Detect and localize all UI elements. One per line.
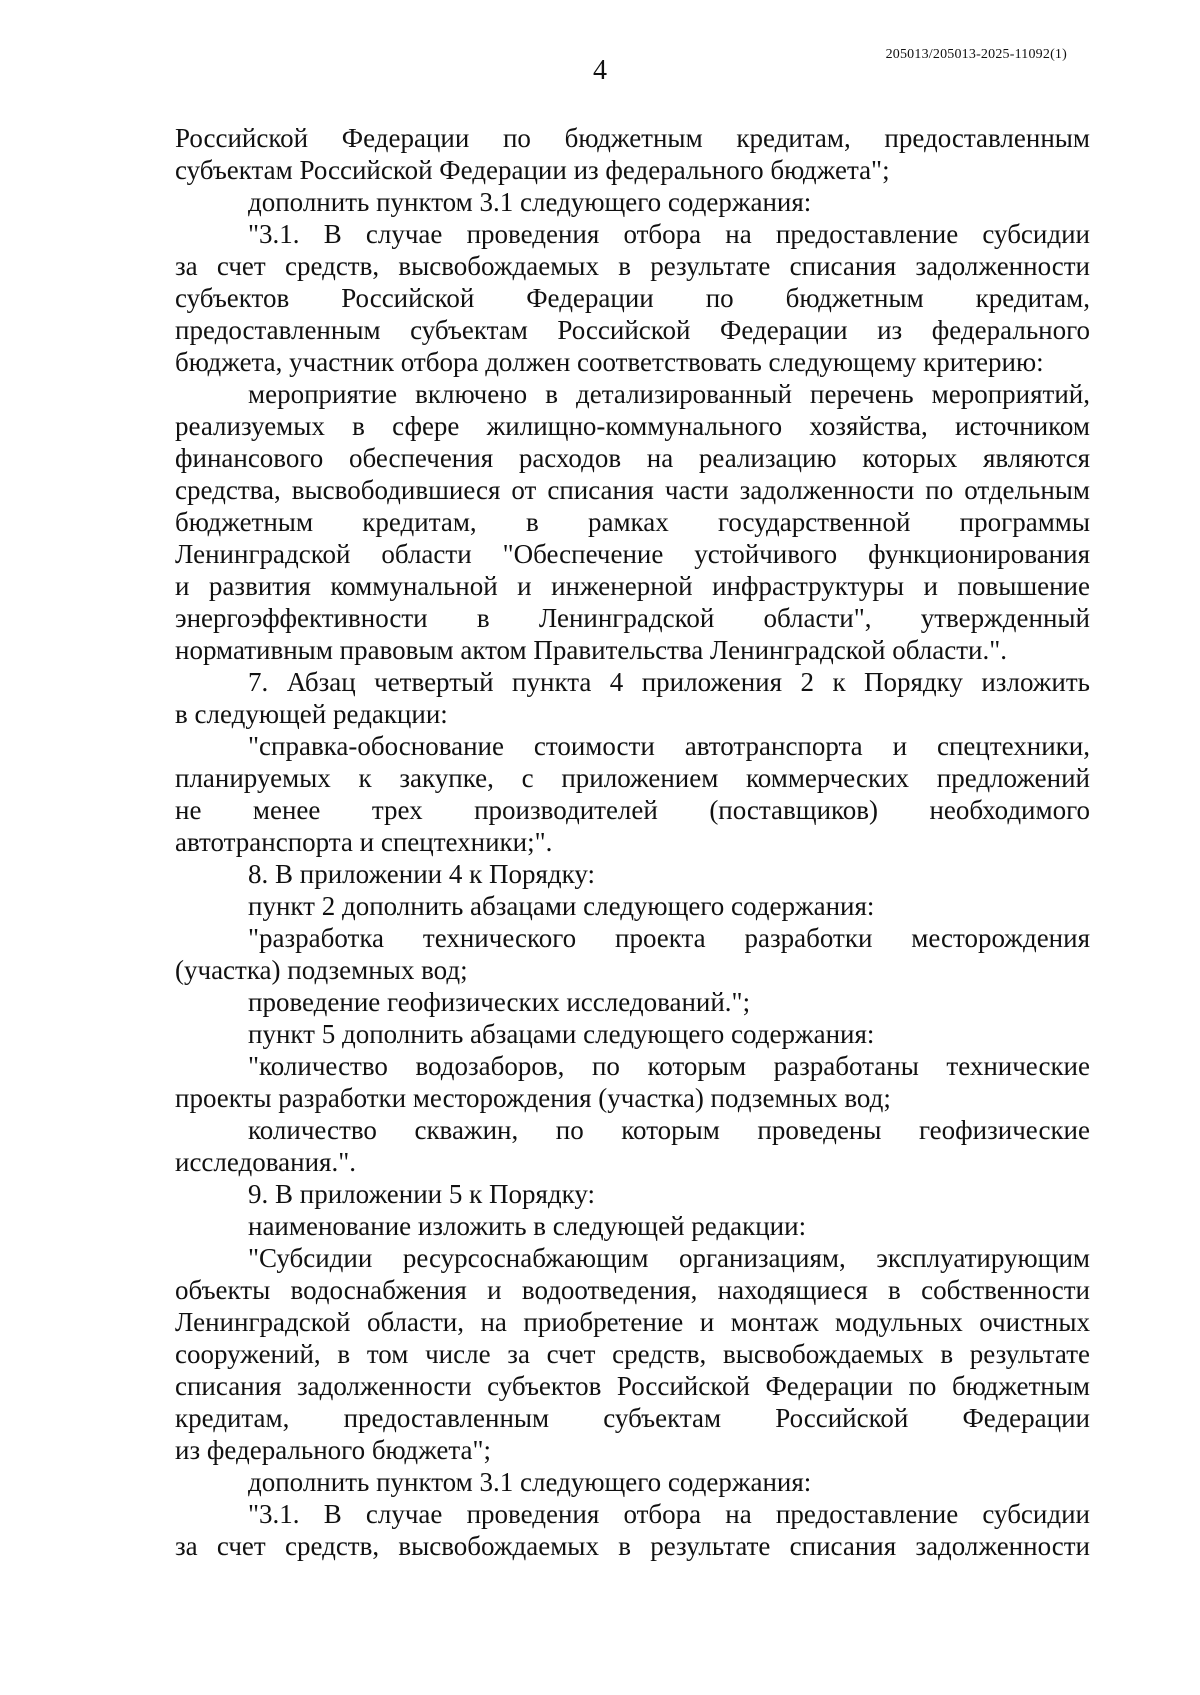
text-line: 9. В приложении 5 к Порядку: bbox=[248, 1179, 595, 1209]
text-line: субъектов Российской Федерации по бюджетным кредитам, bbox=[175, 283, 1090, 313]
text-line: автотранспорта и спецтехники;". bbox=[175, 827, 553, 857]
text-line: Ленинградской области "Обеспечение устойчивого функционирования bbox=[175, 539, 1090, 569]
text-line: пункт 2 дополнить абзацами следующего содержания: bbox=[248, 891, 875, 921]
page-number: 4 bbox=[593, 55, 607, 86]
text-line: в следующей редакции: bbox=[175, 699, 448, 729]
text-line: списания задолженности субъектов Российской Федерации по бюджетным bbox=[175, 1371, 1090, 1401]
text-line: 7. Абзац четвертый пункта 4 приложения 2 к Порядку изложить bbox=[248, 667, 1090, 697]
text-line: за счет средств, высвобождаемых в результате списания задолженности bbox=[175, 1531, 1090, 1561]
text-line: "справка-обоснование стоимости автотранспорта и спецтехники, bbox=[248, 731, 1090, 761]
text-line: "3.1. В случае проведения отбора на предоставление субсидии bbox=[248, 219, 1090, 249]
text-line: дополнить пунктом 3.1 следующего содержания: bbox=[248, 187, 812, 217]
document-id: 205013/205013-2025-11092(1) bbox=[885, 47, 1067, 62]
text-line: Российской Федерации по бюджетным кредитам, предоставленным bbox=[175, 123, 1090, 153]
text-line: 8. В приложении 4 к Порядку: bbox=[248, 859, 595, 889]
text-line: проекты разработки месторождения (участка) подземных вод; bbox=[175, 1083, 891, 1113]
text-line: финансового обеспечения расходов на реализацию которых являются bbox=[175, 443, 1090, 473]
text-line: (участка) подземных вод; bbox=[175, 955, 468, 985]
text-line: сооружений, в том числе за счет средств, высвобождаемых в результате bbox=[175, 1339, 1090, 1369]
text-line: и развития коммунальной и инженерной инфраструктуры и повышение bbox=[175, 571, 1090, 601]
text-line: наименование изложить в следующей редакции: bbox=[248, 1211, 807, 1241]
text-line: из федерального бюджета"; bbox=[175, 1435, 492, 1465]
text-line: Ленинградской области, на приобретение и монтаж модульных очистных bbox=[175, 1307, 1090, 1337]
text-line: "Субсидии ресурсоснабжающим организациям, эксплуатирующим bbox=[248, 1243, 1090, 1273]
text-line: мероприятие включено в детализированный перечень мероприятий, bbox=[248, 379, 1090, 409]
text-line: дополнить пунктом 3.1 следующего содержания: bbox=[248, 1467, 812, 1497]
text-line: реализуемых в сфере жилищно-коммунального хозяйства, источником bbox=[175, 411, 1090, 441]
document-body bbox=[175, 122, 1090, 1562]
text-line: предоставленным субъектам Российской Федерации из федерального bbox=[175, 315, 1090, 345]
text-line: количество скважин, по которым проведены геофизические bbox=[248, 1115, 1090, 1145]
text-line: "количество водозаборов, по которым разработаны технические bbox=[248, 1051, 1090, 1081]
text-line: не менее трех производителей (поставщиков) необходимого bbox=[175, 795, 1090, 825]
text-line: проведение геофизических исследований."; bbox=[248, 987, 751, 1017]
text-line: средства, высвободившиеся от списания части задолженности по отдельным bbox=[175, 475, 1090, 505]
text-line: субъектам Российской Федерации из федерального бюджета"; bbox=[175, 155, 890, 185]
text-line: "3.1. В случае проведения отбора на предоставление субсидии bbox=[248, 1499, 1090, 1529]
text-line: энергоэффективности в Ленинградской области", утвержденный bbox=[175, 603, 1090, 633]
text-line: исследования.". bbox=[175, 1147, 356, 1177]
text-line: пункт 5 дополнить абзацами следующего содержания: bbox=[248, 1019, 875, 1049]
text-line: бюджетным кредитам, в рамках государственной программы bbox=[175, 507, 1090, 537]
text-line: за счет средств, высвобождаемых в результате списания задолженности bbox=[175, 251, 1090, 281]
text-line: планируемых к закупке, с приложением коммерческих предложений bbox=[175, 763, 1090, 793]
text-line: бюджета, участник отбора должен соответствовать следующему критерию: bbox=[175, 347, 1044, 377]
text-line: кредитам, предоставленным субъектам Российской Федерации bbox=[175, 1403, 1090, 1433]
text-line: объекты водоснабжения и водоотведения, находящиеся в собственности bbox=[175, 1275, 1090, 1305]
text-line: нормативным правовым актом Правительства Ленинградской области.". bbox=[175, 635, 1008, 665]
text-line: "разработка технического проекта разработки месторождения bbox=[248, 923, 1090, 953]
